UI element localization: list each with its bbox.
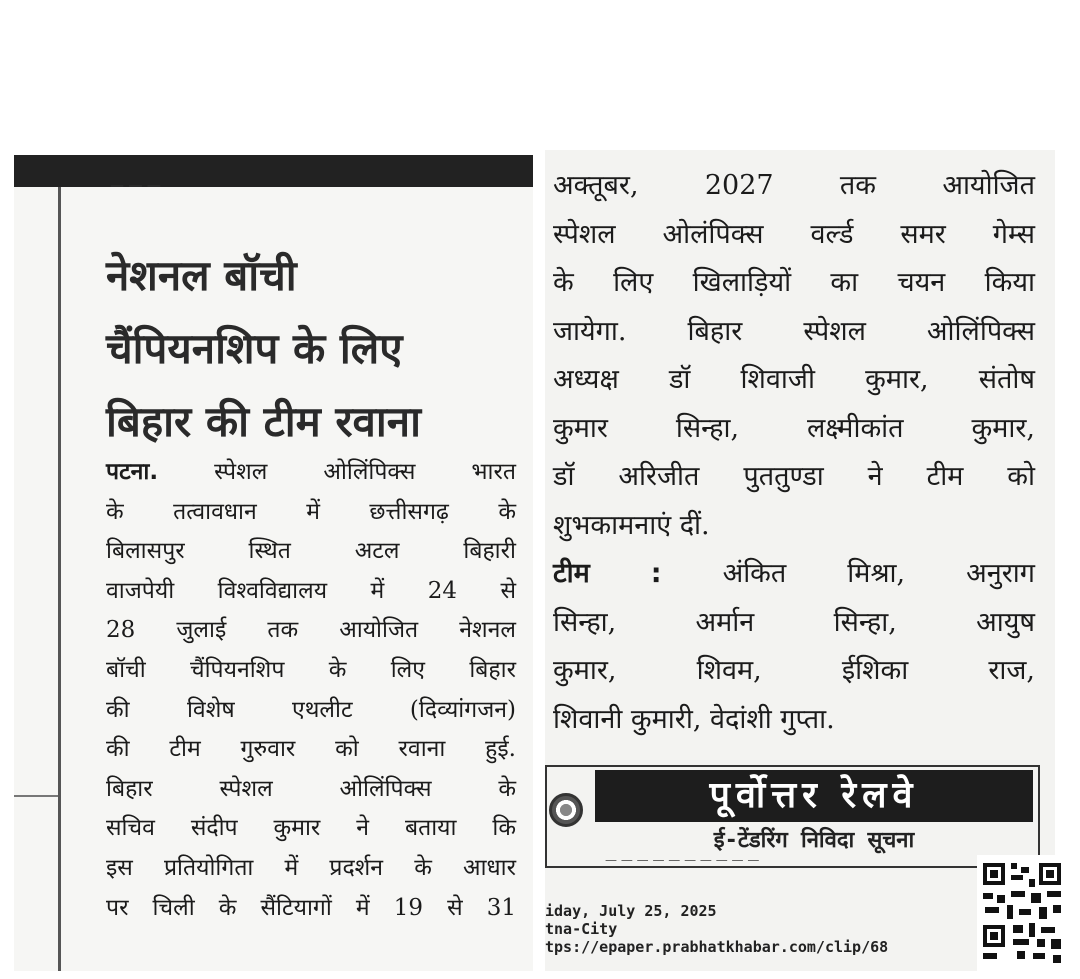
dateline: पटना.	[106, 459, 159, 485]
clip-edition: tna-City	[545, 920, 618, 938]
railway-tender-advertisement	[545, 765, 1045, 875]
body-line: इस प्रतियोगिता में प्रदर्शन के आधार	[106, 854, 516, 881]
article-body-right	[553, 162, 1035, 744]
left-newspaper-clipping	[14, 155, 533, 971]
qr-code-icon[interactable]	[977, 855, 1067, 971]
column-rule	[58, 187, 61, 971]
body-line: के तत्वावधान में छत्तीसगढ़ के	[106, 498, 516, 525]
body-line: डॉ अरिजीत पुततुण्डा ने टीम को	[553, 461, 1035, 492]
column-rule-horizontal	[14, 795, 58, 797]
clip-date: iday, July 25, 2025	[545, 902, 717, 920]
body-line: जायेगा. बिहार स्पेशल ओलिंपिक्स	[553, 315, 1035, 347]
body-line: स्पेशल ओलिंपिक्स भारत	[214, 459, 516, 485]
body-line: शुभकामनाएं दीं.	[553, 509, 710, 541]
right-newspaper-clipping	[545, 150, 1055, 971]
team-line-first	[553, 550, 1035, 599]
team-line: सिन्हा, अर्मान सिन्हा, आयुष	[553, 606, 1035, 638]
body-line: अध्यक्ष डॉ शिवाजी कुमार, संतोष	[553, 364, 1035, 395]
ad-cut-off-text: — — — — — — — — — —	[605, 853, 760, 867]
headline-line: बिहार की टीम रवाना	[106, 397, 421, 446]
body-line: पर चिली के सैंटियागों में 19 से 31	[106, 894, 516, 921]
cut-off-previous-line: — — —	[110, 178, 161, 194]
article-headline	[106, 239, 526, 458]
team-line: अंकित मिश्रा, अनुराग	[722, 558, 1035, 589]
ad-subtitle: ई-टेंडरिंग निविदा सूचना	[713, 828, 915, 853]
body-line: सचिव संदीप कुमार ने बताया कि	[106, 815, 516, 842]
team-line: कुमार, शिवम, ईशिका राज,	[553, 655, 1035, 686]
headline-line: चैंपियनशिप के लिए	[106, 324, 403, 373]
body-line: बिहार स्पेशल ओलिंपिक्स के	[106, 775, 516, 802]
railway-logo-icon	[549, 793, 583, 827]
headline-line: नेशनल बॉची	[106, 251, 297, 300]
body-line: की टीम गुरुवार को रवाना हुई.	[106, 736, 516, 763]
body-line: कुमार सिन्हा, लक्ष्मीकांत कुमार,	[553, 412, 1035, 444]
body-line: 28 जुलाई तक आयोजित नेशनल	[106, 617, 516, 644]
ad-title: पूर्वोत्तर रेलवे	[595, 770, 1033, 822]
body-line: वाजपेयी विश्वविद्यालय में 24 से	[106, 577, 516, 604]
body-line: अक्तूबर, 2027 तक आयोजित	[553, 170, 1035, 201]
team-label: टीम	[553, 558, 590, 589]
body-line: बिलासपुर स्थित अटल बिहारी	[106, 538, 516, 565]
body-line: स्पेशल ओलंपिक्स वर्ल्ड समर गेम्स	[553, 218, 1035, 250]
clipping-top-border	[14, 155, 533, 187]
article-body-left	[106, 453, 516, 928]
body-line-first	[106, 453, 516, 493]
body-line: बॉची चैंपियनशिप के लिए बिहार	[106, 656, 516, 683]
body-line: की विशेष एथलीट (दिव्यांगजन)	[106, 696, 516, 723]
team-separator: :	[650, 558, 662, 589]
clip-meta	[545, 902, 888, 956]
clip-url[interactable]: tps://epaper.prabhatkhabar.com/clip/68	[545, 938, 889, 956]
team-line: शिवानी कुमारी, वेदांशी गुप्ता.	[553, 703, 835, 735]
body-line: के लिए खिलाड़ियों का चयन किया	[553, 267, 1035, 298]
